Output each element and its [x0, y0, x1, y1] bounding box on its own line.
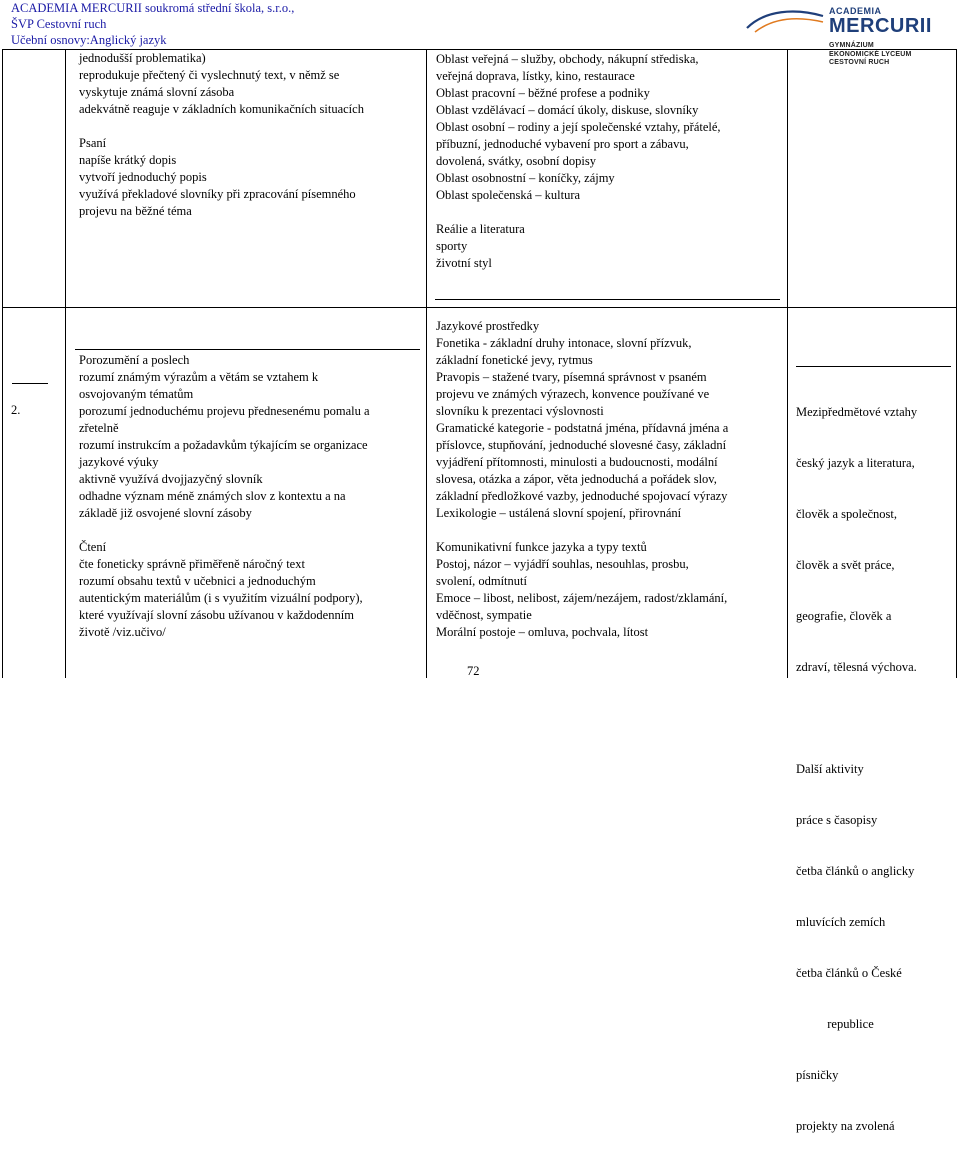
text-line: Gramatické kategorie - podstatná jména, přídavná jména a — [436, 421, 729, 435]
header-school-name: ACADEMIA MERCURII soukromá střední škola, s.r.o., — [11, 1, 295, 15]
table-border-left — [2, 49, 3, 678]
text-line: Fonetika - základní druhy intonace, slovní přízvuk, — [436, 336, 692, 350]
page-number: 72 — [467, 664, 480, 678]
text-line: republice — [796, 1017, 874, 1031]
text-line: čte foneticky správně přiměřeně náročný text — [79, 557, 305, 571]
row2-number: 2. — [11, 403, 21, 417]
text-line: Emoce – libost, nelibost, zájem/nezájem, radost/zklamání, — [436, 591, 728, 605]
section-heading-cteni: Čtení — [79, 540, 107, 554]
header-program: ŠVP Cestovní ruch — [11, 17, 107, 31]
underline-left-row2 — [75, 349, 420, 350]
text-line: člověk a společnost, — [796, 507, 898, 521]
text-line: rozumí známým výrazům a větám se vztahem k — [79, 370, 319, 384]
text-line: jazykové výuky — [79, 455, 159, 469]
underline-number-cell — [12, 383, 48, 384]
text-line: adekvátně reaguje v základních komunikačních situacích — [79, 102, 364, 116]
underline-right-row2 — [796, 366, 951, 367]
text-line: rozumí obsahu textů v učebnici a jednoduchým — [79, 574, 316, 588]
section-heading-psani: Psaní — [79, 136, 107, 150]
row1-outcomes-column — [79, 50, 364, 220]
table-divider-3 — [787, 49, 788, 678]
section-heading-jazykove-prostredky: Jazykové prostředky — [436, 319, 540, 333]
text-line: projevu ve známých výrazech, konvence používané ve — [436, 387, 710, 401]
text-line: vyjádření přítomnosti, minulosti a budoucnosti, modální — [436, 455, 718, 469]
text-line: Oblast osobnostní – koníčky, zájmy — [436, 171, 615, 185]
document-header — [11, 0, 294, 48]
text-line: zdraví, tělesná výchova. — [796, 660, 917, 674]
academia-mercurii-logo — [745, 6, 955, 74]
text-line: základní předložkové vazby, jednoduché spojovací výrazy — [436, 489, 728, 503]
text-line: životě /viz.učivo/ — [79, 625, 166, 639]
text-line: Oblast společenská – kultura — [436, 188, 581, 202]
text-line: porozumí jednoduchému projevu přednesenému pomalu a — [79, 404, 370, 418]
text-line: odhadne význam méně známých slov z kontextu a na — [79, 489, 346, 503]
text-line: Oblast veřejná – služby, obchody, nákupní střediska, — [436, 52, 699, 66]
text-line: dovolená, svátky, osobní dopisy — [436, 154, 596, 168]
text-line: aktivně využívá dvojjazyčný slovník — [79, 472, 263, 486]
row-separator — [2, 307, 957, 308]
logo-emblem-icon — [745, 6, 825, 36]
text-line: mluvících zemích — [796, 915, 886, 929]
text-line: četba článků o anglicky — [796, 864, 915, 878]
section-heading-porozumeni: Porozumění a poslech — [79, 353, 190, 367]
text-line: Oblast pracovní – běžné profese a podniky — [436, 86, 650, 100]
text-line: životní styl — [436, 256, 492, 270]
header-subject: Učební osnovy:Anglický jazyk — [11, 33, 167, 47]
row2-content-column — [436, 318, 728, 641]
text-line: Oblast osobní – rodiny a její společenské vztahy, přátelé, — [436, 120, 721, 134]
text-line: Lexikologie – ustálená slovní spojení, přirovnání — [436, 506, 682, 520]
logo-small-text: ACADEMIA — [829, 6, 882, 16]
text-line: vytvoří jednoduchý popis — [79, 170, 207, 184]
text-line: svolení, odmítnutí — [436, 574, 527, 588]
row2-relations-column — [796, 370, 917, 1152]
underline-middle-row1 — [435, 299, 780, 300]
text-line: práce s časopisy — [796, 813, 878, 827]
table-divider-1 — [65, 49, 66, 678]
section-heading-mezipredmetove-vztahy: Mezipředmětové vztahy — [796, 405, 918, 419]
text-line: Postoj, názor – vyjádří souhlas, nesouhlas, prosbu, — [436, 557, 689, 571]
text-line: geografie, člověk a — [796, 609, 892, 623]
text-line: člověk a svět práce, — [796, 558, 895, 572]
text-line: četba článků o České — [796, 966, 902, 980]
text-line: jednodušší problematika) — [79, 51, 206, 65]
logo-subtitle-2: EKONOMICKÉ LYCEUM — [829, 50, 912, 58]
logo-big-text: MERCURII — [829, 15, 932, 37]
text-line: český jazyk a literatura, — [796, 456, 915, 470]
logo-subtitle-1: GYMNÁZIUM — [829, 42, 874, 49]
text-line: základě již osvojené slovní zásoby — [79, 506, 252, 520]
text-line: projekty na zvolená — [796, 1119, 895, 1133]
table-divider-2 — [426, 49, 427, 678]
text-line: rozumí instrukcím a požadavkům týkajícím se organizace — [79, 438, 368, 452]
text-line: veřejná doprava, lístky, kino, restaurace — [436, 69, 635, 83]
text-line: příbuzní, jednoduché vybavení pro sport a zábavu, — [436, 137, 689, 151]
text-line: využívá překladové slovníky při zpracování písemného — [79, 187, 356, 201]
text-line: Oblast vzdělávací – domácí úkoly, diskuse, slovníky — [436, 103, 699, 117]
table-border-right — [956, 49, 957, 678]
text-line: vyskytuje známá slovní zásoba — [79, 85, 235, 99]
section-heading-komunikativni-funkce: Komunikativní funkce jazyka a typy textů — [436, 540, 647, 554]
section-heading-realie: Reálie a literatura — [436, 222, 525, 236]
text-line: osvojovaným tématům — [79, 387, 194, 401]
text-line: slovníku k prezentaci výslovnosti — [436, 404, 604, 418]
text-line: sporty — [436, 239, 468, 253]
section-heading-dalsi-aktivity: Další aktivity — [796, 762, 864, 776]
text-line: základní fonetické jevy, rytmus — [436, 353, 593, 367]
text-line: reprodukuje přečtený či vyslechnutý text, v němž se — [79, 68, 340, 82]
logo-subtitle-3: CESTOVNÍ RUCH — [829, 59, 890, 66]
text-line: projevu na běžné téma — [79, 204, 192, 218]
text-line: vděčnost, sympatie — [436, 608, 532, 622]
text-line: příslovce, stupňování, jednoduché slovesné časy, základní — [436, 438, 727, 452]
text-line: Morální postoje – omluva, pochvala, lítost — [436, 625, 649, 639]
text-line: které využívají slovní zásobu užívanou v každodenním — [79, 608, 354, 622]
row1-content-column — [436, 51, 721, 272]
text-line: zřetelně — [79, 421, 119, 435]
text-line: napíše krátký dopis — [79, 153, 177, 167]
text-line: slovesa, otázka a zápor, věta jednoduchá a pořádek slov, — [436, 472, 717, 486]
text-line: písničky — [796, 1068, 839, 1082]
text-line: autentickým materiálům (i s využitím vizuální podpory), — [79, 591, 363, 605]
row2-outcomes-column — [79, 352, 370, 641]
text-line: Pravopis – stažené tvary, písemná správnost v psaném — [436, 370, 707, 384]
